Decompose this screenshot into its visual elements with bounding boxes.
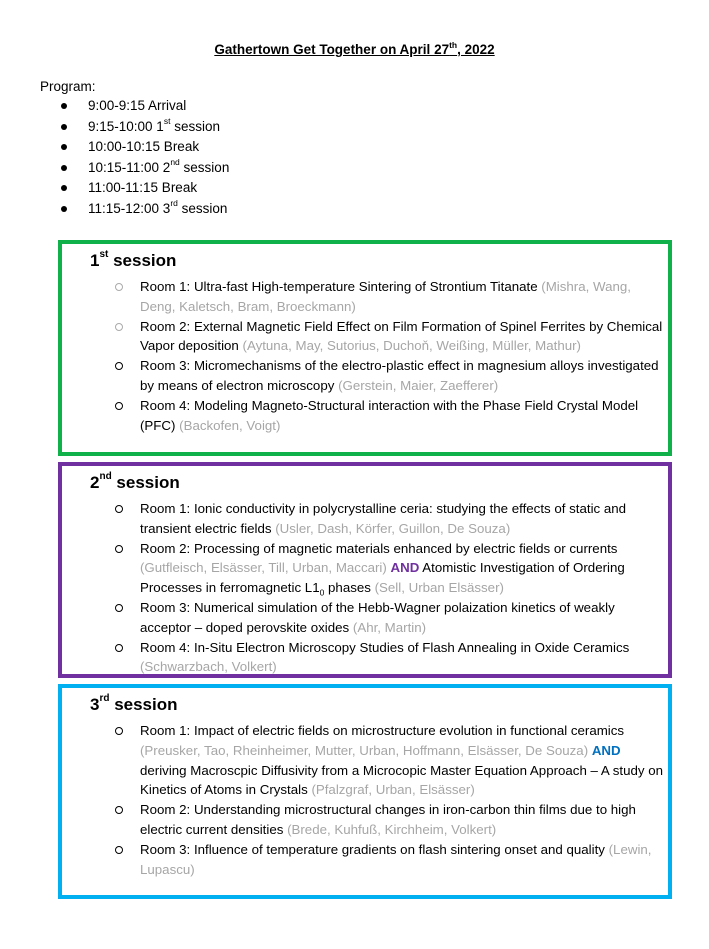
session-1-talks bbox=[115, 277, 664, 435]
bullet-icon bbox=[61, 103, 67, 109]
session-3-talks bbox=[115, 721, 664, 879]
talk-item: Room 3: Numerical simulation of the Hebb-Wagner polaization kinetics of weakly acceptor – doped perovskite oxides (Ahr, Martin) bbox=[115, 598, 664, 638]
circle-bullet-icon bbox=[115, 846, 123, 854]
circle-bullet-icon bbox=[115, 362, 123, 370]
program-item: 11:00-11:15 Break bbox=[57, 178, 229, 199]
circle-bullet-icon bbox=[115, 402, 123, 410]
program-list bbox=[57, 96, 229, 219]
bullet-icon bbox=[61, 185, 67, 191]
session-3-box bbox=[58, 684, 672, 899]
circle-bullet-icon bbox=[115, 505, 123, 513]
program-item: 10:15-11:00 2nd session bbox=[57, 158, 229, 179]
program-item: 9:00-9:15 Arrival bbox=[57, 96, 229, 117]
circle-bullet-icon bbox=[115, 604, 123, 612]
bullet-icon bbox=[61, 124, 67, 130]
circle-bullet-icon bbox=[115, 283, 123, 291]
circle-bullet-icon bbox=[115, 323, 123, 331]
talk-item: Room 1: Impact of electric fields on microstructure evolution in functional ceramics (Preusker, Tao, Rheinheimer, Mutter, Urban, Hoffmann, Elsässer, De Souza) AND deriving Macroscpic Diffusivity from a Microcopic Master Equation Approach – A study on Kinetics of Atoms in Crystals (Pfalzgraf, Urban, Elsässer) bbox=[115, 721, 664, 800]
talk-item: Room 1: Ultra-fast High-temperature Sintering of Strontium Titanate (Mishra, Wang, Deng, Kaletsch, Bram, Broeckmann) bbox=[115, 277, 664, 317]
talk-item: Room 3: Influence of temperature gradients on flash sintering onset and quality (Lewin, Lupascu) bbox=[115, 840, 664, 880]
talk-item: Room 4: In-Situ Electron Microscopy Studies of Flash Annealing in Oxide Ceramics (Schwarzbach, Volkert) bbox=[115, 638, 664, 678]
circle-bullet-icon bbox=[115, 727, 123, 735]
circle-bullet-icon bbox=[115, 806, 123, 814]
program-label: Program: bbox=[40, 79, 96, 94]
talk-item: Room 2: Understanding microstructural changes in iron-carbon thin films due to high electric current densities (Brede, Kuhfuß, Kirchheim, Volkert) bbox=[115, 800, 664, 840]
talk-item: Room 4: Modeling Magneto-Structural interaction with the Phase Field Crystal Model (PFC) (Backofen, Voigt) bbox=[115, 396, 664, 436]
talk-item: Room 3: Micromechanisms of the electro-plastic effect in magnesium alloys investigated by means of electron microscopy (Gerstein, Maier, Zaefferer) bbox=[115, 356, 664, 396]
circle-bullet-icon bbox=[115, 545, 123, 553]
session-3-title: 3rd session bbox=[90, 693, 178, 714]
talk-item: Room 2: External Magnetic Field Effect on Film Formation of Spinel Ferrites by Chemical Vapor deposition (Aytuna, May, Sutorius, Duchoň, Weißing, Müller, Mathur) bbox=[115, 317, 664, 357]
document-title: Gathertown Get Together on April 27th, 2022 bbox=[214, 39, 495, 57]
session-2-talks bbox=[115, 499, 664, 677]
session-2-box bbox=[58, 462, 672, 678]
session-1-title: 1st session bbox=[90, 249, 177, 270]
talk-item: Room 1: Ionic conductivity in polycrystalline ceria: studying the effects of static and transient electric fields (Usler, Dash, Körfer, Guillon, De Souza) bbox=[115, 499, 664, 539]
program-item: 11:15-12:00 3rd session bbox=[57, 199, 229, 220]
session-2-title: 2nd session bbox=[90, 471, 180, 492]
session-1-box bbox=[58, 240, 672, 456]
bullet-icon bbox=[61, 206, 67, 212]
program-item: 10:00-10:15 Break bbox=[57, 137, 229, 158]
bullet-icon bbox=[61, 165, 67, 171]
circle-bullet-icon bbox=[115, 644, 123, 652]
program-item: 9:15-10:00 1st session bbox=[57, 117, 229, 138]
talk-item: Room 2: Processing of magnetic materials enhanced by electric fields or currents (Gutfleisch, Elsässer, Till, Urban, Maccari) AND Atomistic Investigation of Ordering Processes in ferromagnetic $L1_0$ phases (Sell, Urban Elsässer) bbox=[115, 539, 664, 598]
bullet-icon bbox=[61, 144, 67, 150]
